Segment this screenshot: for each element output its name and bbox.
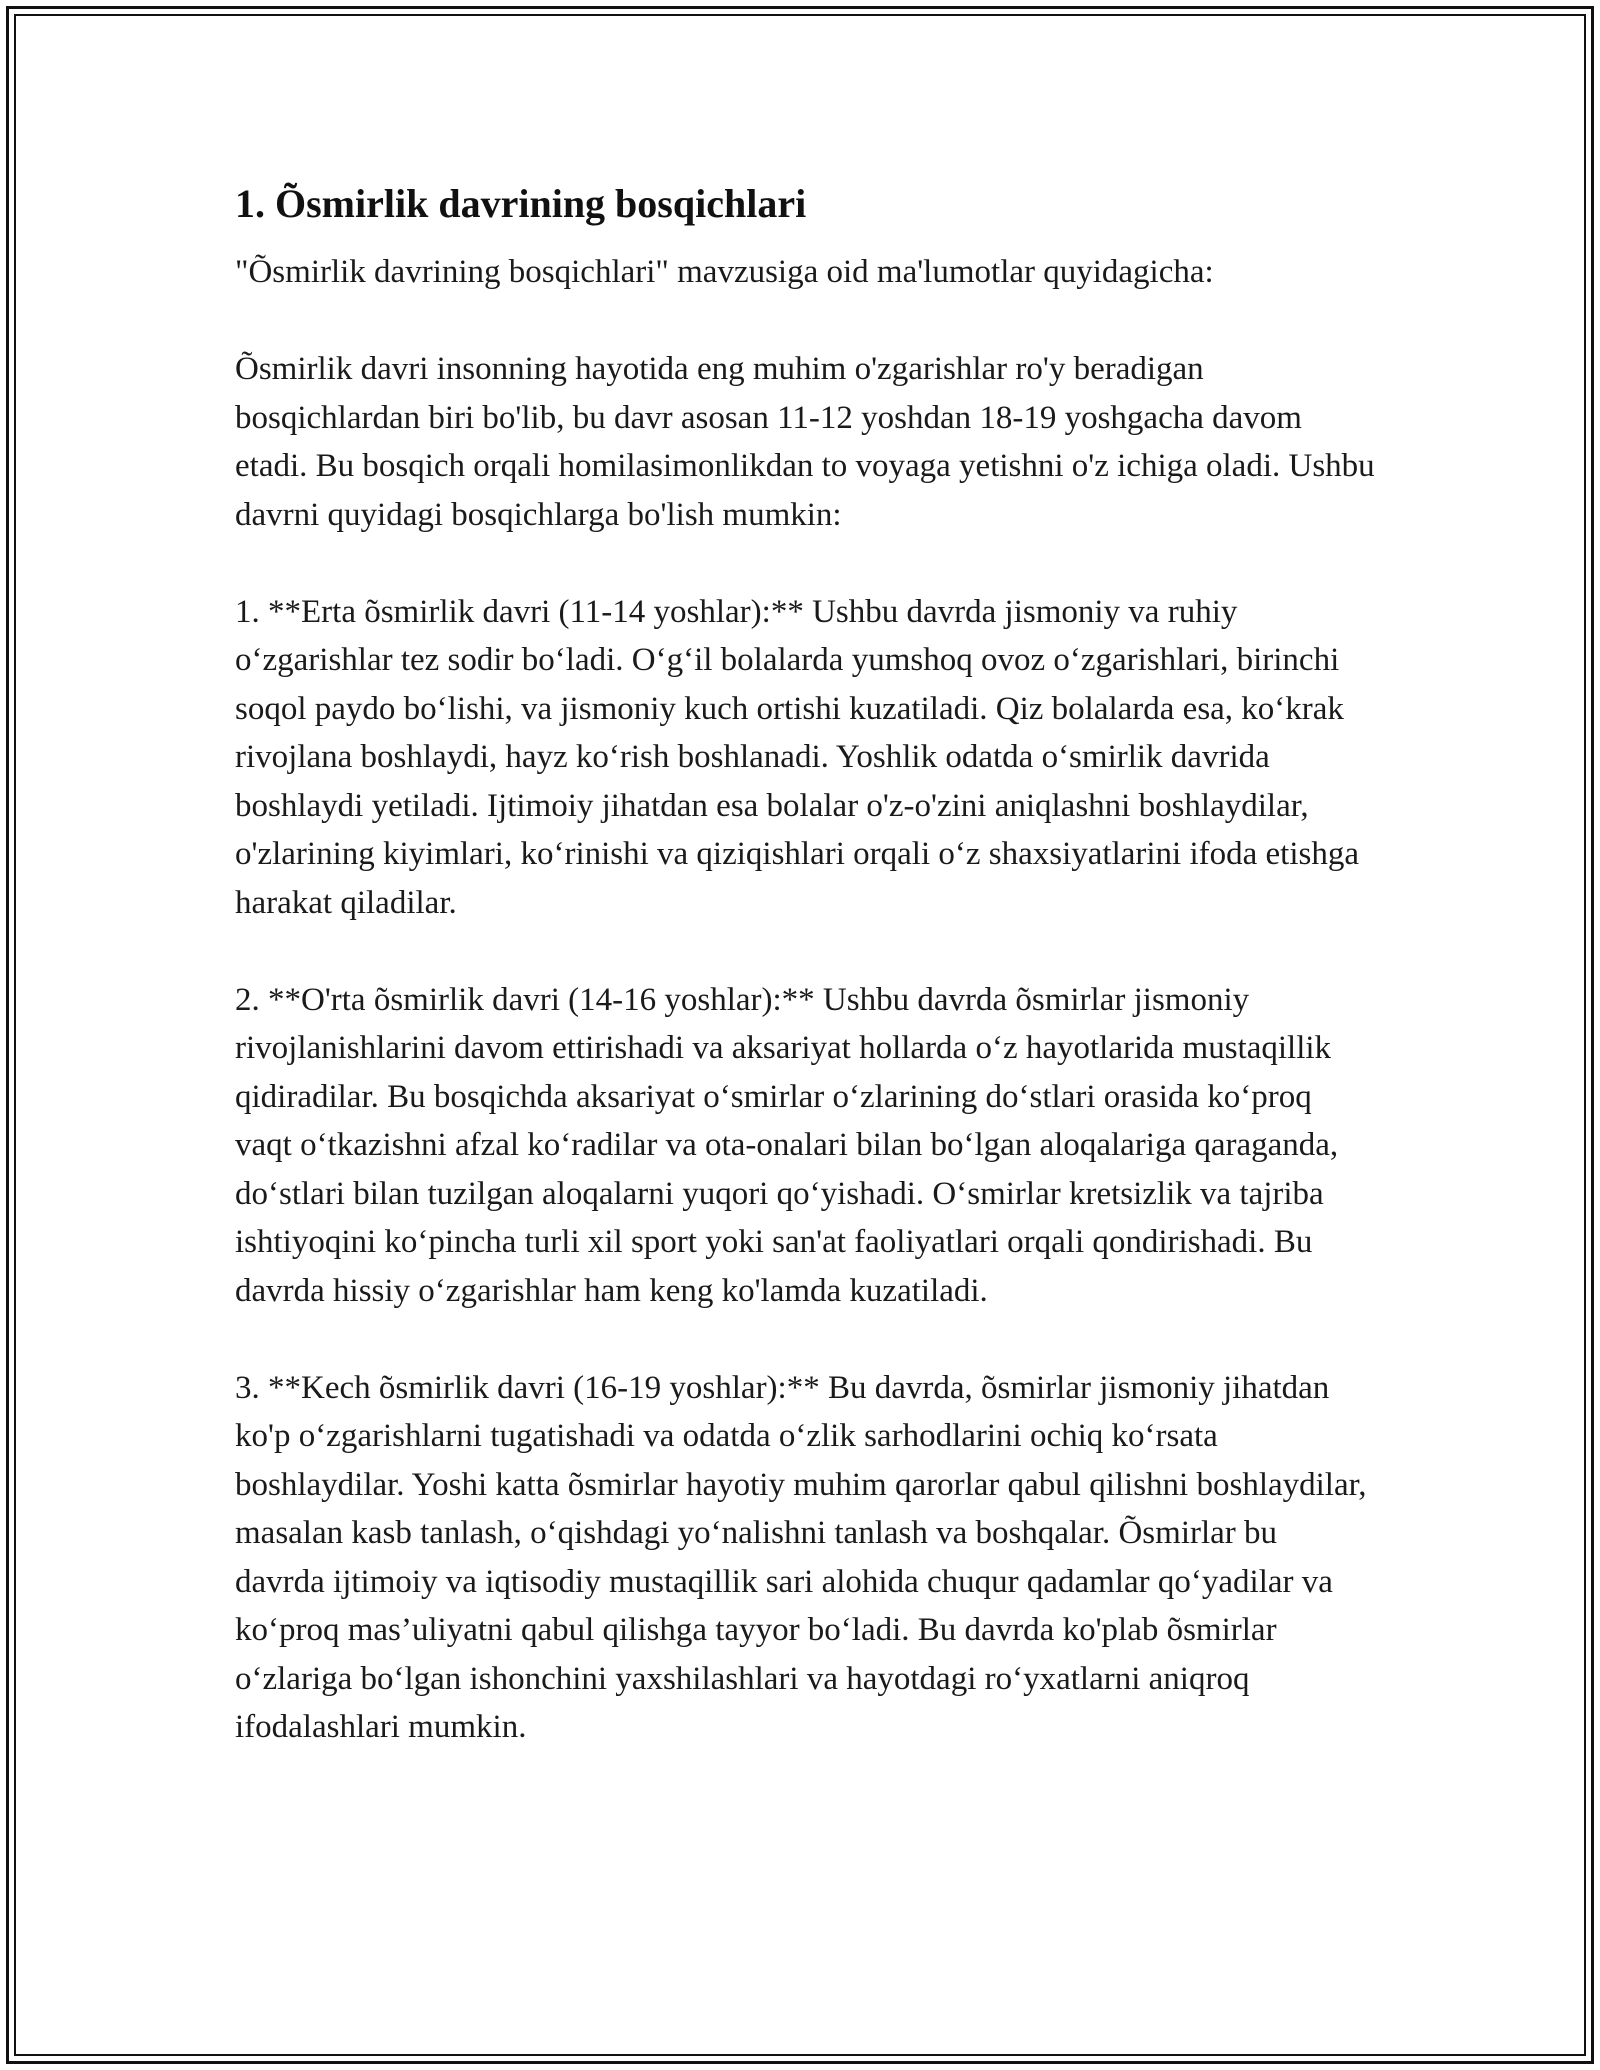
middle-stage-paragraph: 2. **O'rta õsmirlik davri (14-16 yoshlar):** Ushbu davrda õsmirlar jismoniy rivojlanishlarini davom ettirishadi va aksariyat hollarda o‘z hayotlarida mustaqillik qidiradilar. Bu bosqichda aksariyat o‘smirlar o‘zlarining do‘stlari orasida ko‘proq vaqt o‘tkazishni afzal ko‘radilar va ota-onalari bilan bo‘lgan aloqalariga qaraganda, do‘stlari bilan tuzilgan aloqalarni yuqori qo‘yishadi. O‘smirlar kretsizlik va tajriba ishtiyoqini ko‘pincha turli xil sport yoki san'at faoliyatlari orqali qondirishadi. Bu davrda hissiy o‘zgarishlar ham keng ko'lamda kuzatiladi.: [235, 981, 1339, 1309]
intro-paragraph: "Õsmirlik davrining bosqichlari" mavzusiga oid ma'lumotlar quyidagicha:: [235, 254, 1214, 290]
document-title: 1. Õsmirlik davrining bosqichlari: [235, 181, 807, 226]
document-body: [235, 180, 1375, 1800]
early-stage-paragraph: 1. **Erta õsmirlik davri (11-14 yoshlar):** Ushbu davrda jismoniy va ruhiy o‘zgarishlar tez sodir bo‘ladi. O‘g‘il bolalarda yumshoq ovoz o‘zgarishlari, birinchi soqol paydo bo‘lishi, va jismoniy kuch ortishi kuzatiladi. Qiz bolalarda esa, ko‘krak rivojlana boshlaydi, hayz ko‘rish boshlanadi. Yoshlik odatda o‘smirlik davrida boshlaydi yetiladi. Ijtimoiy jihatdan esa bolalar o'z-o'zini aniqlashni boshlaydilar, o'zlarining kiyimlari, ko‘rinishi va qiziqishlari orqali o‘z shaxsiyatlarini ifoda etishga harakat qiladilar.: [235, 593, 1359, 921]
overview-paragraph: Õsmirlik davri insonning hayotida eng muhim o'zgarishlar ro'y beradigan bosqichlardan biri bo'lib, bu davr asosan 11-12 yoshdan 18-19 yoshgacha davom etadi. Bu bosqich orqali homilasimonlikdan to voyaga yetishni o'z ichiga oladi. Ushbu davrni quyidagi bosqichlarga bo'lish mumkin:: [235, 351, 1375, 533]
late-stage-paragraph: 3. **Kech õsmirlik davri (16-19 yoshlar):** Bu davrda, õsmirlar jismoniy jihatdan ko'p o‘zgarishlarni tugatishadi va odatda o‘zlik sarhodlarini ochiq ko‘rsata boshlaydilar. Yoshi katta õsmirlar hayotiy muhim qarorlar qabul qilishni boshlaydilar, masalan kasb tanlash, o‘qishdagi yo‘nalishni tanlash va boshqalar. Õsmirlar bu davrda ijtimoiy va iqtisodiy mustaqillik sari alohida chuqur qadamlar qo‘yadilar va ko‘proq mas’uliyatni qabul qilishga tayyor bo‘ladi. Bu davrda ko'plab õsmirlar o‘zlariga bo‘lgan ishonchini yaxshilashlari va hayotdagi ro‘yxatlarni aniqroq ifodalashlari mumkin.: [235, 1369, 1367, 1745]
